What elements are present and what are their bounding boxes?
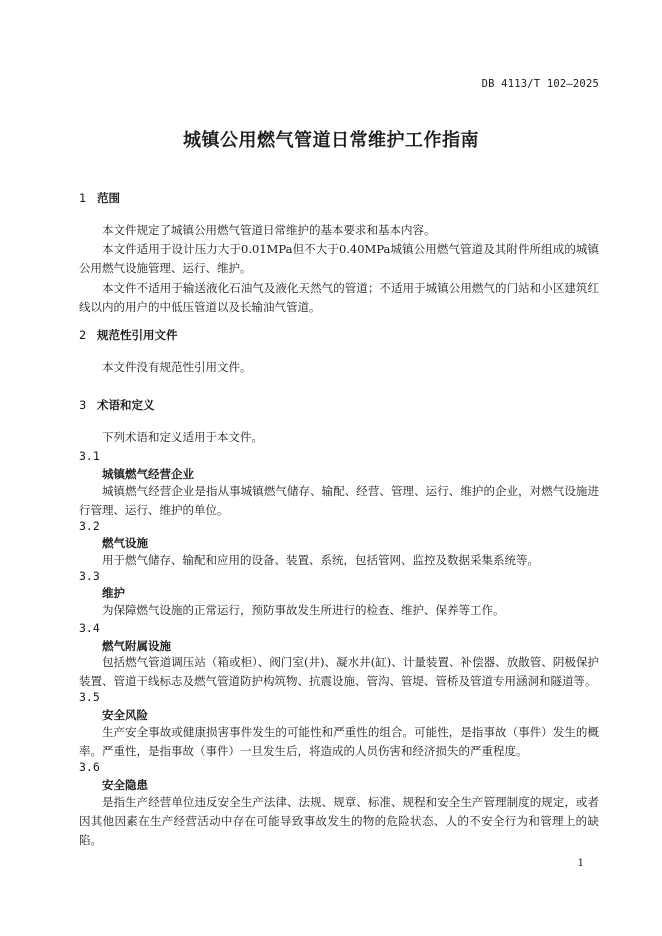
- term-name: 城镇燃气经营企业: [102, 467, 194, 481]
- term-definition-text: 包括燃气管道调压站（箱或柜）、阀门室(井)、凝水井(缸)、计量装置、补偿器、放散管、阴极保护装置、管道干线标志及燃气管道防护构筑物、抗震设施、管沟、管堤、管桥及管道专用涵洞和隧道等。: [79, 655, 599, 688]
- section-body-normative-references: [79, 358, 599, 377]
- section-heading-normative-references: [79, 327, 178, 343]
- term-definition-text: 城镇燃气经营企业是指从事城镇燃气储存、输配、经营、管理、运行、维护的企业，对燃气设施进行管理、运行、维护的单位。: [79, 484, 599, 517]
- section-body-scope: [79, 221, 599, 317]
- document-code: DB 4113/T 102—2025: [481, 78, 599, 90]
- term-definition: [79, 551, 599, 570]
- paragraph: 本文件适用于设计压力大于0.01MPa但不大于0.40MPa城镇公用燃气管道及其附件所组成的城镇公用燃气设施管理、运行、维护。: [79, 242, 599, 276]
- term-name: 安全风险: [102, 708, 148, 722]
- term-definition: [79, 793, 599, 850]
- paragraph: 本文件不适用于输送液化石油气及液化天然气的管道；不适用于城镇公用燃气的门站和小区建筑红线以内的用户的中低压管道以及长输油气管道。: [79, 280, 599, 314]
- section-title: 范围: [97, 191, 120, 205]
- term-definition: [79, 482, 599, 520]
- term-definition: [79, 723, 599, 761]
- term-definition-text: 为保障燃气设施的正常运行，预防事故发生所进行的检查、维护、保养等工作。: [102, 603, 505, 617]
- section-heading-scope: [79, 190, 120, 206]
- paragraph: 本文件没有规范性引用文件。: [102, 360, 252, 374]
- term-number: 3.2: [79, 519, 100, 533]
- section-title: 规范性引用文件: [97, 328, 178, 342]
- term-name: 维护: [102, 586, 125, 600]
- term-definition-text: 用于燃气储存、输配和应用的设备、装置、系统，包括管网、监控及数据采集系统等。: [102, 553, 539, 567]
- section-body-terms-definitions: [79, 428, 599, 447]
- term-number: 3.6: [79, 760, 100, 774]
- term-number: 3.4: [79, 621, 100, 635]
- document-title: 城镇公用燃气管道日常维护工作指南: [183, 130, 479, 151]
- paragraph: 本文件规定了城镇公用燃气管道日常维护的基本要求和基本内容。: [102, 223, 436, 237]
- section-number: 3: [79, 398, 87, 412]
- section-title: 术语和定义: [97, 398, 155, 412]
- section-heading-terms-definitions: [79, 397, 155, 413]
- term-name: 燃气设施: [102, 536, 148, 550]
- term-name: 安全隐患: [102, 778, 148, 792]
- section-number: 1: [79, 191, 87, 205]
- term-name: 燃气附属设施: [102, 639, 171, 653]
- term-number: 3.3: [79, 569, 100, 583]
- term-definition: [79, 653, 599, 691]
- term-number: 3.5: [79, 690, 100, 704]
- term-definition: [79, 601, 599, 620]
- term-number: 3.1: [79, 449, 100, 463]
- paragraph: 下列术语和定义适用于本文件。: [102, 430, 263, 444]
- section-number: 2: [79, 328, 87, 342]
- term-definition-text: 是指生产经营单位违反安全生产法律、法规、规章、标准、规程和安全生产管理制度的规定，或者因其他因素在生产经营活动中存在可能导致事故发生的物的危险状态、人的不安全行为和管理上的缺陷。: [79, 795, 599, 847]
- page-number: 1: [577, 858, 584, 869]
- term-definition-text: 生产安全事故或健康损害事件发生的可能性和严重性的组合。可能性，是指事故（事件）发生的概率。严重性，是指事故（事件）一旦发生后，将造成的人员伤害和经济损失的严重程度。: [79, 725, 599, 758]
